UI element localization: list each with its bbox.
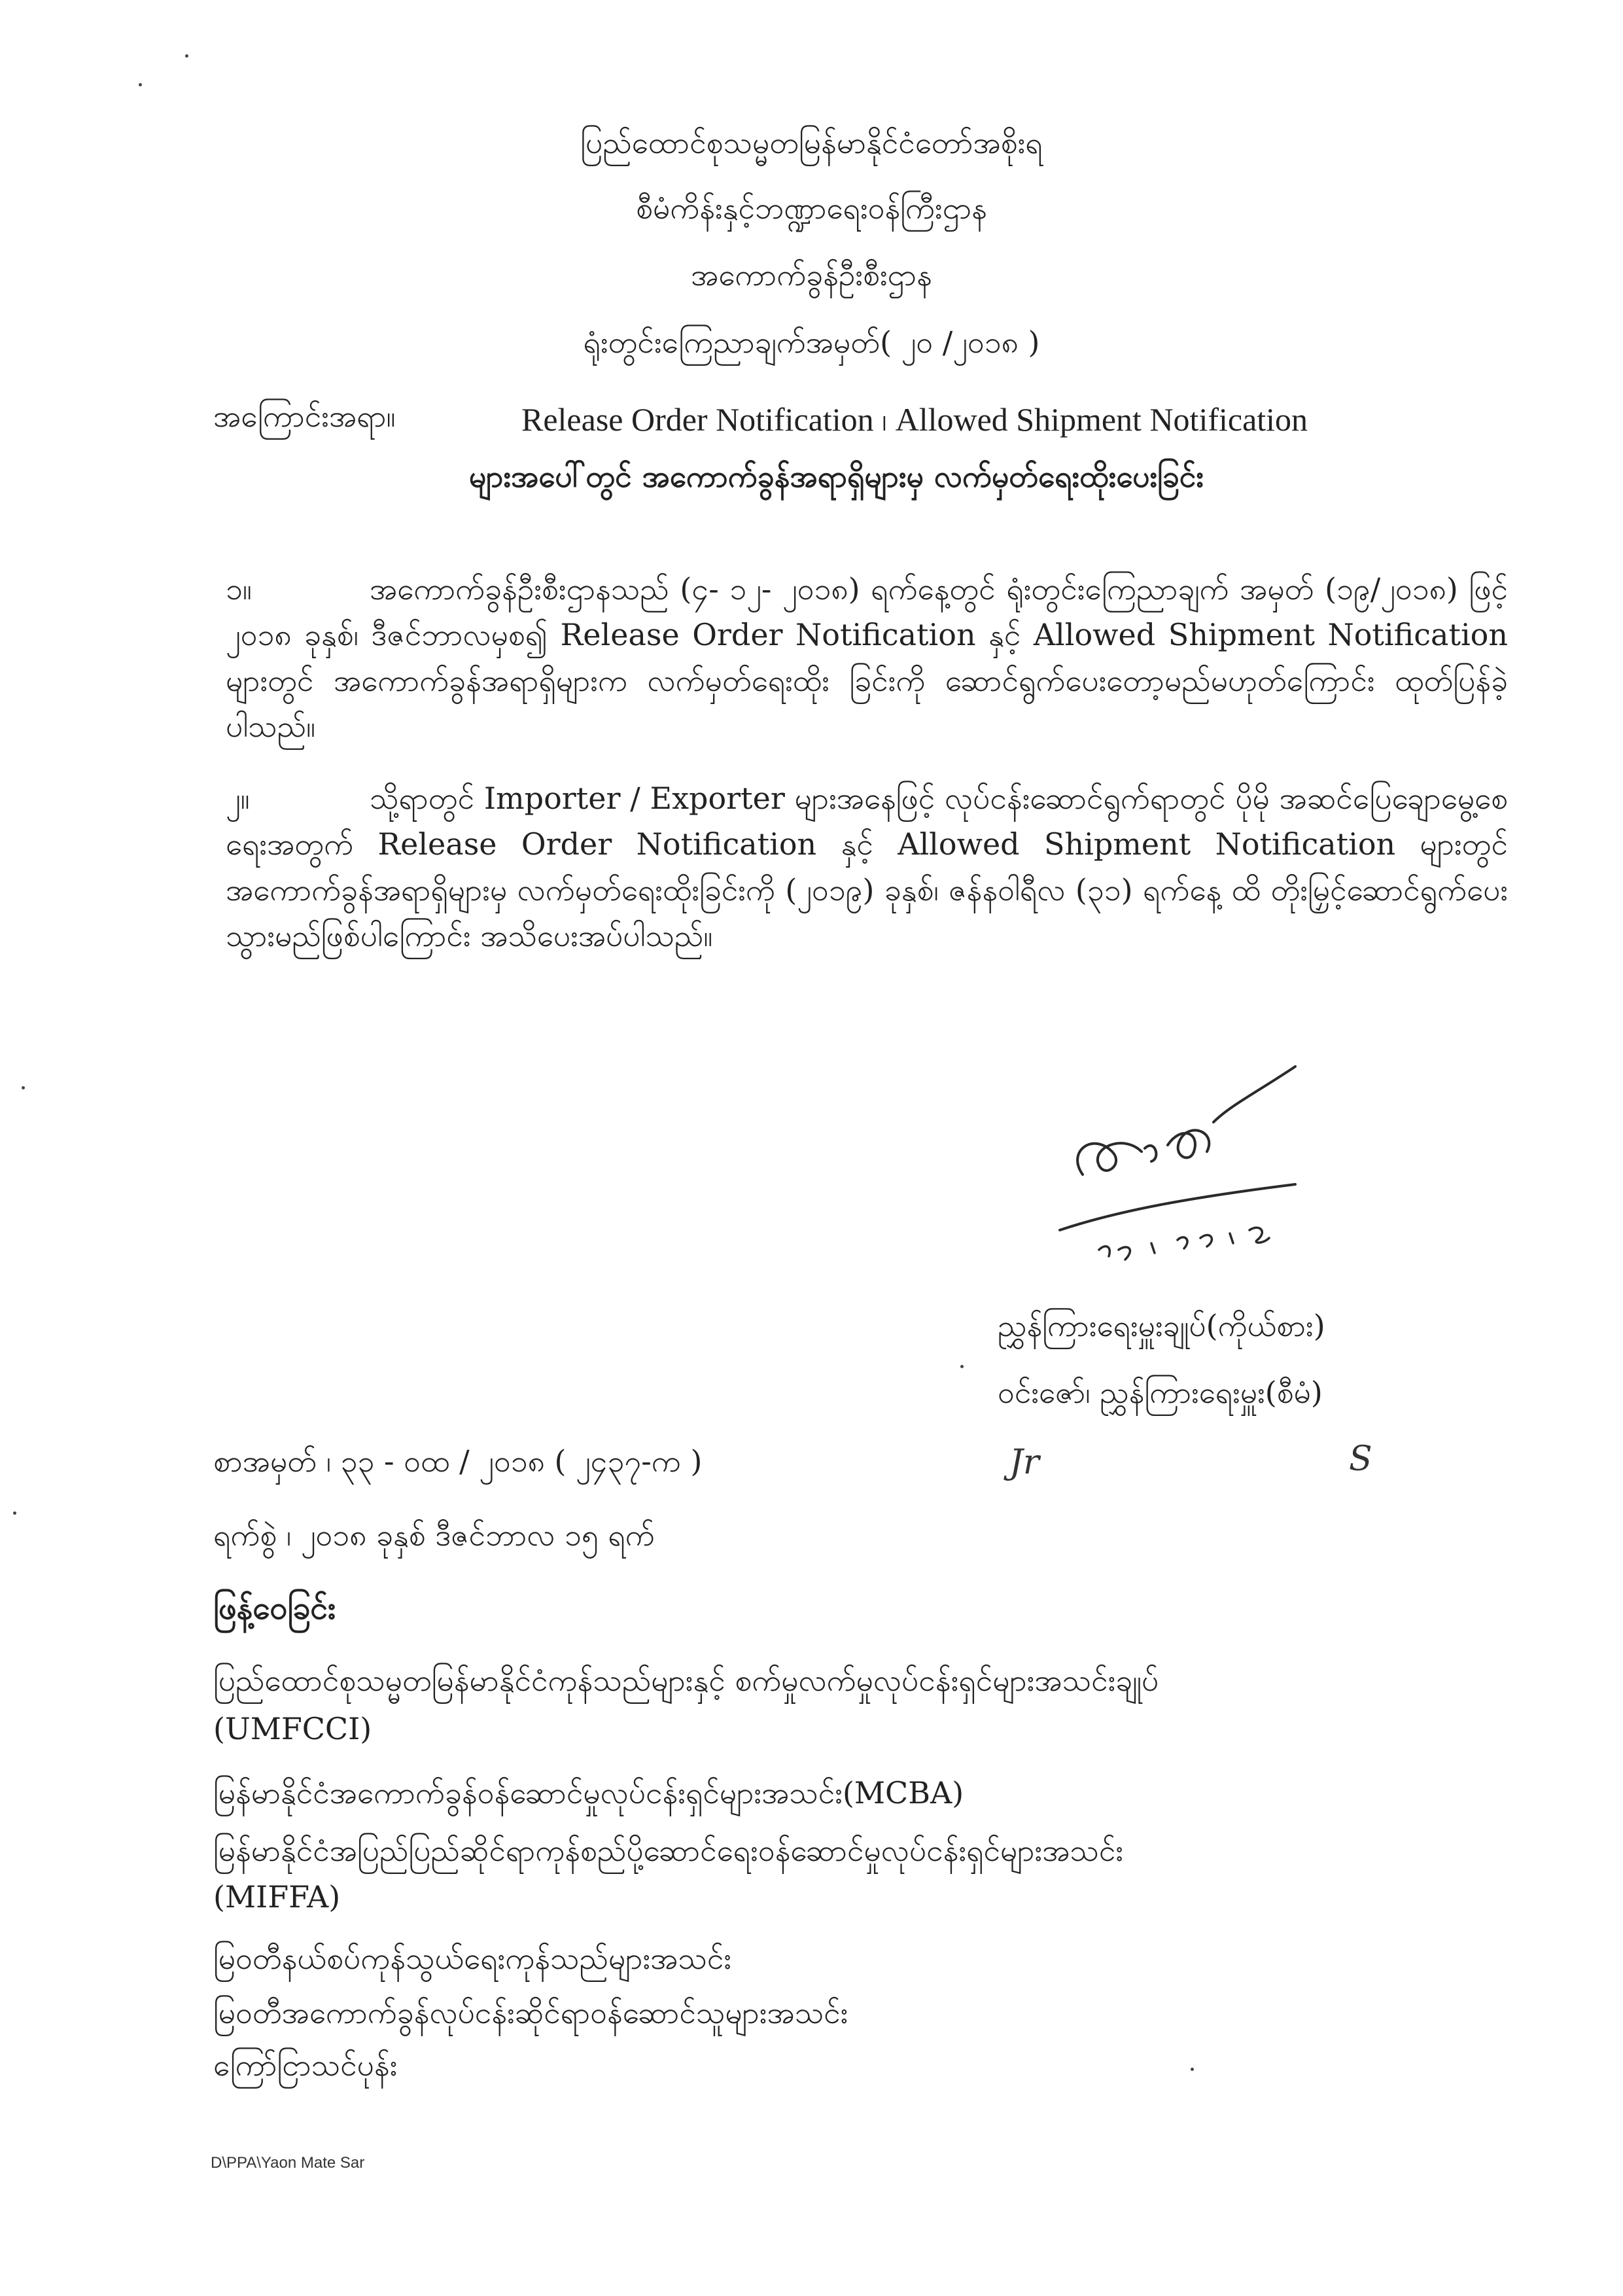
paragraph-1	[226, 566, 1508, 749]
letter-date: ရက်စွဲ ၊ ၂၀၁၈ ခုနှစ် ဒီဇင်ဘာလ ၁၅ ရက်	[213, 1517, 655, 1553]
handwritten-initial-right: S	[1349, 1439, 1372, 1479]
distribution-item: မြဝတီအကောက်ခွန်လုပ်ငန်းဆိုင်ရာဝန်ဆောင်သူများအသင်း	[213, 1995, 848, 2030]
subject-label: အကြောင်းအရာ။	[213, 398, 396, 434]
distribution-item: (UMFCCI)	[213, 1711, 372, 1746]
paragraph-2	[226, 775, 1508, 959]
header-ministry: စီမံကိန်းနှင့်ဘဏ္ဍာရေးဝန်ကြီးဌာန	[636, 190, 987, 226]
distribution-item: မြဝတီနယ်စပ်ကုန်သွယ်ရေးကုန်သည်များအသင်း	[213, 1941, 732, 1976]
paragraph-text: အကောက်ခွန်ဦးစီးဌာနသည် (၄- ၁၂- ၂၀၁၈) ရက်နေ့တွင် ရုံးတွင်းကြေညာချက် အမှတ် (၁၉/၂၀၁၈) ဖြင့် ၂၀၁၈ ခုနှစ်၊ ဒီဇင်ဘာလမှစ၍ Release Order Notification နှင့် Allowed Shipment Notification များတွင် အကောက်ခွန်အရာရှိများက လက်မှတ်ရေးထိုး ခြင်းကို ဆောင်ရွက်ပေးတော့မည်မဟုတ်ကြောင်း ထုတ်ပြန်ခဲ့ပါသည်။	[226, 571, 1508, 744]
paragraph-number: ၁။	[226, 571, 252, 607]
handwritten-signature	[1021, 1053, 1321, 1269]
file-path-footer: D\PPA\Yaon Mate Sar	[211, 2154, 365, 2172]
scan-speck	[1191, 2068, 1194, 2071]
paragraph-text: သို့ရာတွင် Importer / Exporter များအနေဖြင့် လုပ်ငန်းဆောင်ရွက်ရာတွင် ပိုမို အဆင်ပြေချောမွေ့စေရေးအတွက် Release Order Notification နှင့် Allowed Shipment Notification များတွင် အကောက်ခွန်အရာရှိများမှ လက်မှတ်ရေးထိုးခြင်းကို (၂၀၁၉) ခုနှစ်၊ ဇန်နဝါရီလ (၃၁) ရက်နေ့ ထိ တိုးမြှင့်ဆောင်ရွက်ပေးသွားမည်ဖြစ်ပါကြောင်း အသိပေးအပ်ပါသည်။	[226, 781, 1508, 953]
paragraph-number: ၂။	[226, 781, 250, 816]
subject-line-2: များအပေါ်တွင် အကောက်ခွန်အရာရှိများမှ လက်မှတ်ရေးထိုးပေးခြင်း	[469, 459, 1204, 494]
header-notification-number: ရုံးတွင်းကြေညာချက်အမှတ်( ၂၀ /၂၀၁၈ )	[583, 325, 1040, 360]
signatory-name-title: ဝင်းဇော်၊ ညွှန်ကြားရေးမှူး(စီမံ)	[998, 1375, 1323, 1410]
signatory-on-behalf: ညွှန်ကြားရေးမှူးချုပ်(ကိုယ်စား)	[998, 1308, 1325, 1343]
distribution-heading: ဖြန့်ဝေခြင်း	[213, 1590, 336, 1627]
header-department: အကောက်ခွန်ဦးစီးဌာန	[691, 257, 932, 292]
distribution-item: မြန်မာနိုင်ငံအကောက်ခွန်ဝန်ဆောင်မှုလုပ်ငန်းရှင်များအသင်း(MCBA)	[213, 1775, 964, 1810]
scan-speck	[960, 1365, 964, 1368]
distribution-item: မြန်မာနိုင်ငံအပြည်ပြည်ဆိုင်ရာကုန်စည်ပို့ဆောင်ရေးဝန်ဆောင်မှုလုပ်ငန်းရှင်များအသင်း	[213, 1833, 1124, 1868]
header-government: ပြည်ထောင်စုသမ္မတမြန်မာနိုင်ငံတော်အစိုးရ	[580, 125, 1043, 160]
scan-speck	[185, 54, 188, 58]
distribution-item: (MIFFA)	[213, 1879, 341, 1915]
distribution-item: ပြည်ထောင်စုသမ္မတမြန်မာနိုင်ငံကုန်သည်များနှင့် စက်မှုလက်မှုလုပ်ငန်းရှင်များအသင်းချုပ်	[213, 1663, 1159, 1698]
scan-speck	[13, 1511, 16, 1515]
distribution-item: ကြော်ငြာသင်ပုန်း	[213, 2047, 398, 2083]
scan-speck	[22, 1086, 25, 1089]
letter-number: စာအမှတ် ၊ ၃၃ - ၀ထ / ၂၀၁၈ ( ၂၄၃၇-က )	[213, 1443, 703, 1479]
subject-line-1: Release Order Notification ၊ Allowed Shipment Notification	[521, 401, 1308, 438]
handwritten-initial-left: Jr	[1009, 1443, 1039, 1482]
scan-speck	[139, 83, 142, 86]
